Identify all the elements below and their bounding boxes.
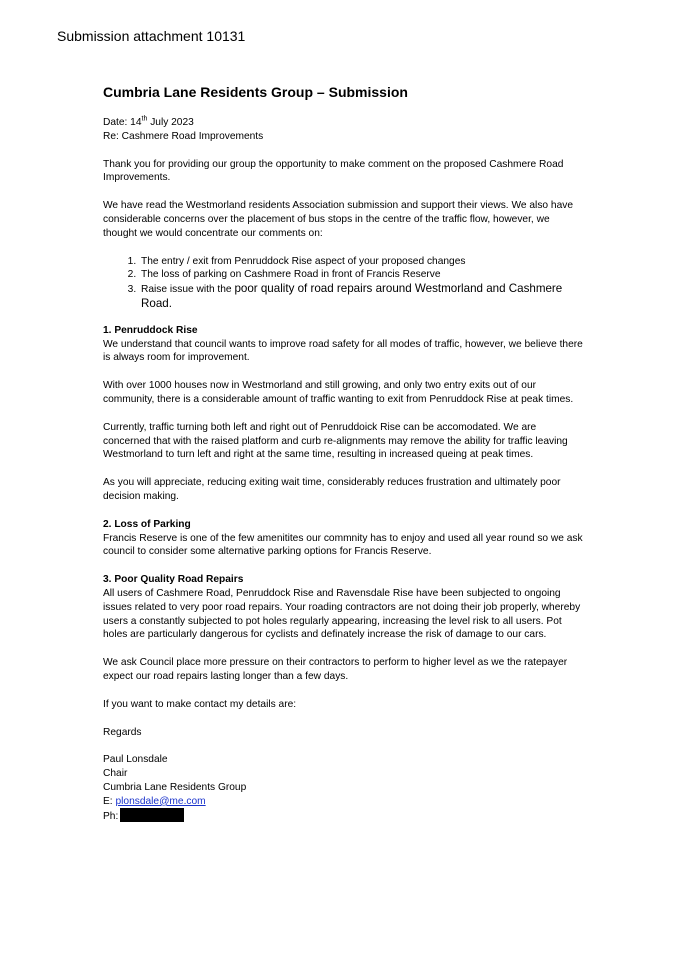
paragraph: With over 1000 houses now in Westmorland and still growing, and only two entry exits out of our community, there is a considerable amount of traffic wanting to exit from Penruddock Rise at peak times. (103, 380, 574, 405)
paragraph: We ask Council place more pressure on their contractors to perform to higher level as we the ratepayer expect our road repairs lasting longer than a few days. (103, 657, 568, 682)
regards-line: Regards (103, 726, 142, 738)
paragraph: All users of Cashmere Road, Penruddock Rise and Ravensdale Rise have been subjected to ongoing issues related to very poor road repairs. Your roading contractors are not doing their job properly, whereby users a constantly subjected to pot holes regularly appearing, increasing the level risk to all users. Pot holes are particularly dangerous for cyclists and definately increase the risk of damage to our cars. (103, 587, 581, 641)
signer-name: Paul Lonsdale (103, 754, 168, 766)
intro-paragraph: Thank you for providing our group the opportunity to make comment on the proposed Cashmere Road Improvements. (103, 158, 564, 184)
paragraph: We understand that council wants to improve road safety for all modes of traffic, however, we believe there is always room for improvement. (103, 338, 583, 364)
paragraph: Currently, traffic turning both left and right out of Penruddoick Rise can be accomodated. We are concerned that with the raised platform and curb re-alignments may remove the ability for traffic leaving Westmorland to turn left and right at the same time, resulting in increased queing at peak times. (103, 421, 568, 461)
contact-line: If you want to make contact my details are: (103, 698, 297, 710)
letter-body (103, 82, 583, 824)
signature-block (103, 753, 583, 824)
comment-list (103, 255, 583, 312)
paragraph: As you will appreciate, reducing exiting wait time, considerably reduces frustration and ultimately poor decision making. (103, 477, 561, 502)
letter-date: Date: 14th July 2023 (103, 115, 194, 128)
section-heading-parking: 2. Loss of Parking (103, 518, 191, 530)
letter-title: Cumbria Lane Residents Group – Submission (103, 84, 408, 100)
paragraph: Francis Reserve is one of the few amenitites our commnity has to enjoy and used all year round so we ask council to consider some alternative parking options for Francis Reserve. (103, 532, 583, 558)
concerns-paragraph: We have read the Westmorland residents Association submission and support their views. We also have considerable concerns over the placement of bus stops in the centre of the traffic flow, however, we thought we would concentrate our comments on: (103, 200, 573, 239)
phone-line: Ph: (103, 808, 583, 824)
redaction-block (120, 808, 184, 822)
email-link[interactable]: plonsdale@me.com (115, 795, 206, 807)
section-heading-repairs: 3. Poor Quality Road Repairs (103, 574, 244, 586)
signer-organisation: Cumbria Lane Residents Group (103, 781, 247, 793)
attachment-header: Submission attachment 10131 (57, 28, 246, 44)
list-item: 1. The entry / exit from Penruddock Rise aspect of your proposed changes (139, 255, 583, 269)
section-heading-penruddock: 1. Penruddock Rise (103, 324, 198, 336)
list-item: 3. Raise issue with the poor quality of road repairs around Westmorland and Cashmere Road. (139, 282, 583, 312)
list-item: 2. The loss of parking on Cashmere Road in front of Francis Reserve (139, 268, 583, 282)
letter-subject: Re: Cashmere Road Improvements (103, 130, 264, 142)
signer-role: Chair (103, 768, 128, 780)
email-line: E: plonsdale@me.com (103, 795, 206, 807)
